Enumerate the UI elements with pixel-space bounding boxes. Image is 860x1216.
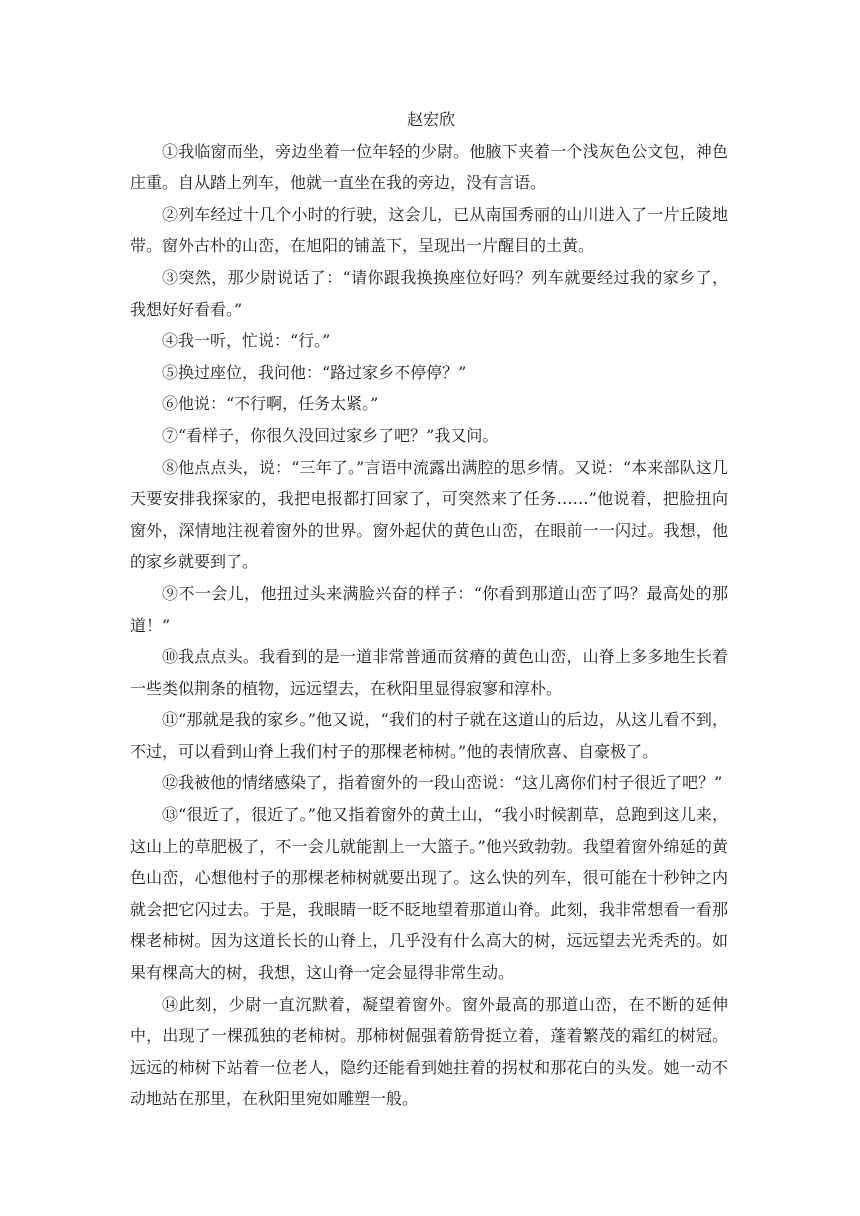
paragraph-8: ⑧他点点头，说：“三年了。”言语中流露出满腔的思乡情。又说：“本来部队这几天要安排我探家的，我把电报都打回家了，可突然来了任务……”他说着，把脸扭向窗外，深情地注视着窗外的世界。窗外起伏的黄色山峦，在眼前一一闪过。我想，他的家乡就要到了。 (130, 457, 728, 572)
paragraph-14: ⑭此刻，少尉一直沉默着，凝望着窗外。窗外最高的那道山峦，在不断的延伸中，出现了一棵孤独的老柿树。那柿树倔强着筋骨挺立着，蓬着繁茂的霜红的树冠。远远的柿树下站着一位老人，隐约还能看到她拄着的拐杖和那花白的头发。她一动不动地站在那里，在秋阳里宛如雕塑一般。 (130, 994, 728, 1109)
paragraph-7: ⑦“看样子，你很久没回过家乡了吧？”我又问。 (162, 425, 499, 445)
author-name: 赵宏欣 (406, 110, 455, 129)
paragraph-10: ⑩我点点头。我看到的是一道非常普通而贫瘠的黄色山峦，山脊上多多地生长着一些类似荆条的植物，远远望去，在秋阳里显得寂寥和淳朴。 (130, 647, 728, 698)
paragraph-1: ①我临窗而坐，旁边坐着一位年轻的少尉。他腋下夹着一个浅灰色公文包，神色庄重。自从踏上列车，他就一直坐在我的旁边，没有言语。 (130, 141, 728, 193)
paragraph-6: ⑥他说：“不行啊，任务太紧。” (162, 394, 379, 414)
paragraph-9: ⑨不一会儿，他扭过头来满脸兴奋的样子：“你看到那道山峦了吗？最高处的那道！” (130, 583, 728, 635)
paragraph-5: ⑤换过座位，我问他：“路过家乡不停停？” (162, 362, 467, 382)
paragraph-13: ⑬“很近了，很近了。”他又指着窗外的黄土山，“我小时候割草，总跑到这儿来，这山上的草肥极了，不一会儿就能割上一大篮子。”他兴致勃勃。我望着窗外绵延的黄色山峦，心想他村子的那棵老柿树就要出现了。这么快的列车，很可能在十秒钟之内就会把它闪过去。于是，我眼睛一眨不眨地望着那道山脊。此刻，我非常想看一看那棵老柿树。因为这道长长的山脊上，几乎没有什么高大的树，远远望去光秃秃的。如果有棵高大的树，我想，这山脊一定会显得非常生动。 (130, 805, 728, 983)
paragraph-2: ②列车经过十几个小时的行驶，这会儿，已从南国秀丽的山川进入了一片丘陵地带。窗外古朴的山峦，在旭阳的铺盖下，呈现出一片醒目的土黄。 (130, 204, 728, 256)
paragraph-4: ④我一听，忙说：“行。” (162, 331, 331, 351)
paragraph-12: ⑫我被他的情绪感染了，指着窗外的一段山峦说：“这儿离你们村子很近了吧？” (162, 773, 723, 793)
paragraph-3: ③突然，那少尉说话了：“请你跟我换换座位好吗？列车就要经过我的家乡了，我想好好看看。” (130, 267, 728, 319)
paragraph-11: ⑪“那就是我的家乡。”他又说，“我们的村子就在这道山的后边，从这儿看不到，不过，可以看到山脊上我们村子的那棵老柿树。”他的表情欣喜、自豪极了。 (130, 710, 728, 761)
